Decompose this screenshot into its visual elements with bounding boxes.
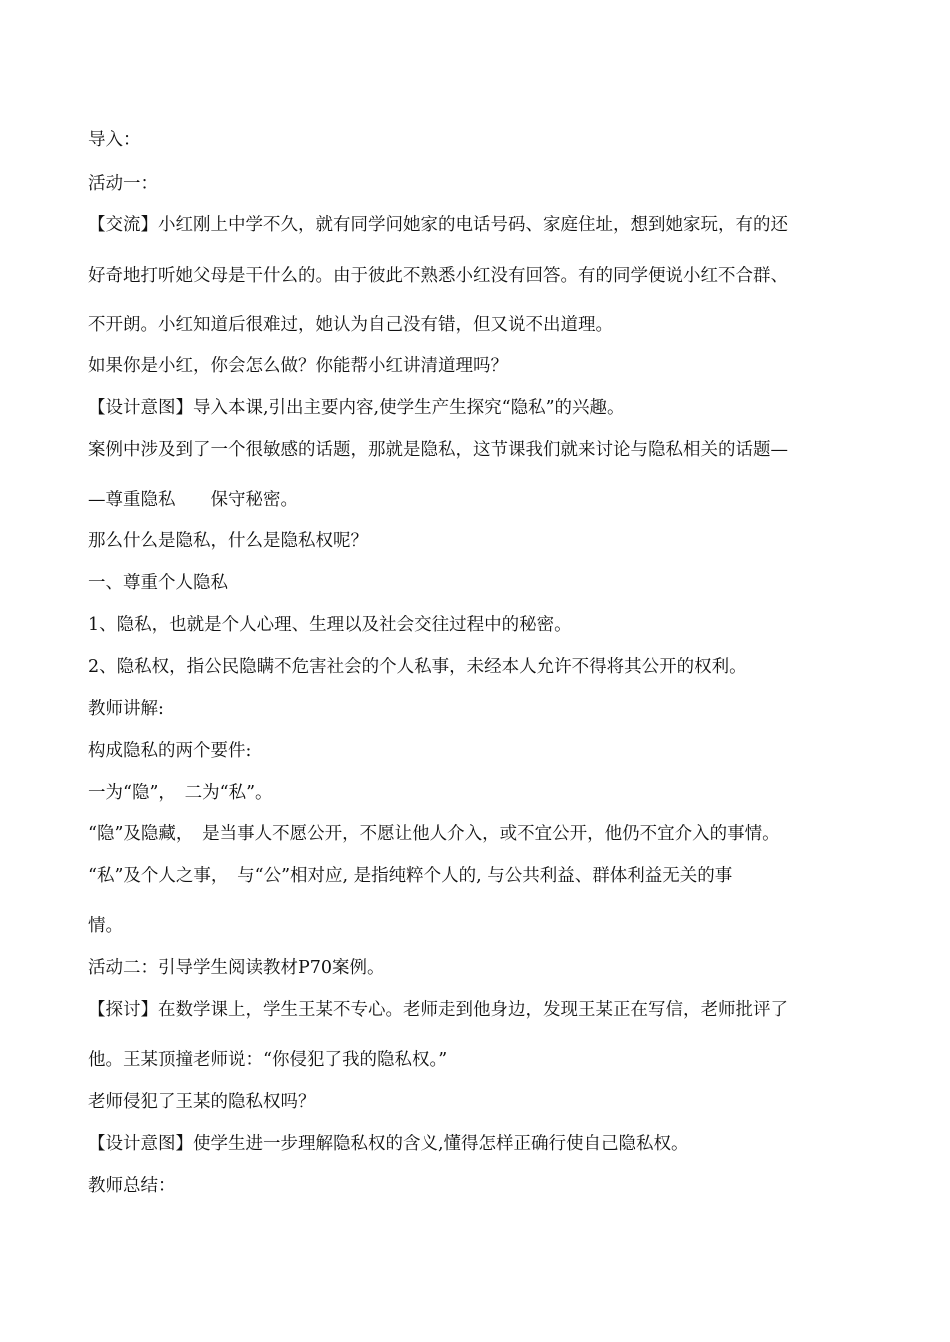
paragraph-line: “隐”及隐藏， 是当事人不愿公开，不愿让他人介入，或不宜公开，他仍不宜介入的事情。	[88, 824, 780, 844]
heading-activity-one: 活动一：	[88, 174, 158, 194]
paragraph-line: 情。	[88, 916, 123, 936]
paragraph-line: 【设计意图】使学生进一步理解隐私权的含义,懂得怎样正确行使自己隐私权。	[88, 1134, 689, 1154]
paragraph-line: “私”及个人之事， 与“公”相对应, 是指纯粹个人的, 与公共利益、群体利益无关的事	[88, 866, 733, 886]
paragraph-line: 那么什么是隐私，什么是隐私权呢？	[88, 531, 368, 551]
heading-intro: 导入：	[88, 130, 141, 150]
heading-activity-two: 活动二：引导学生阅读教材P70案例。	[88, 958, 385, 978]
heading-teacher-summary: 教师总结：	[88, 1176, 176, 1196]
paragraph-line: 好奇地打听她父母是干什么的。由于彼此不熟悉小红没有回答。有的同学便说小红不合群、	[88, 266, 788, 286]
paragraph-line: 1、隐私，也就是个人心理、生理以及社会交往过程中的秘密。	[88, 615, 572, 635]
paragraph-line: 老师侵犯了王某的隐私权吗？	[88, 1092, 316, 1112]
paragraph-line: 不开朗。小红知道后很难过，她认为自己没有错，但又说不出道理。	[88, 315, 613, 335]
paragraph-line: 2、隐私权，指公民隐瞒不危害社会的个人私事，未经本人允许不得将其公开的权利。	[88, 657, 747, 677]
paragraph-line: 【设计意图】导入本课,引出主要内容,使学生产生探究“隐私”的兴趣。	[88, 398, 625, 418]
paragraph-line: 案例中涉及到了一个很敏感的话题，那就是隐私，这节课我们就来讨论与隐私相关的话题—	[88, 440, 788, 460]
paragraph-line: 如果你是小红，你会怎么做？你能帮小红讲清道理吗？	[88, 356, 508, 376]
paragraph-line: 【交流】小红刚上中学不久，就有同学问她家的电话号码、家庭住址，想到她家玩，有的还	[88, 215, 788, 235]
paragraph-line: 他。王某顶撞老师说：“你侵犯了我的隐私权。”	[88, 1050, 448, 1070]
paragraph-line: 【探讨】在数学课上，学生王某不专心。老师走到他身边，发现王某正在写信，老师批评了	[88, 1000, 788, 1020]
paragraph-line: 构成隐私的两个要件:	[88, 741, 252, 761]
section-heading: 一、尊重个人隐私	[88, 573, 228, 593]
paragraph-line: —尊重隐私 保守秘密。	[88, 490, 298, 510]
paragraph-line: 教师讲解:	[88, 699, 164, 719]
paragraph-line: 一为“隐”， 二为“私”。	[88, 783, 273, 803]
